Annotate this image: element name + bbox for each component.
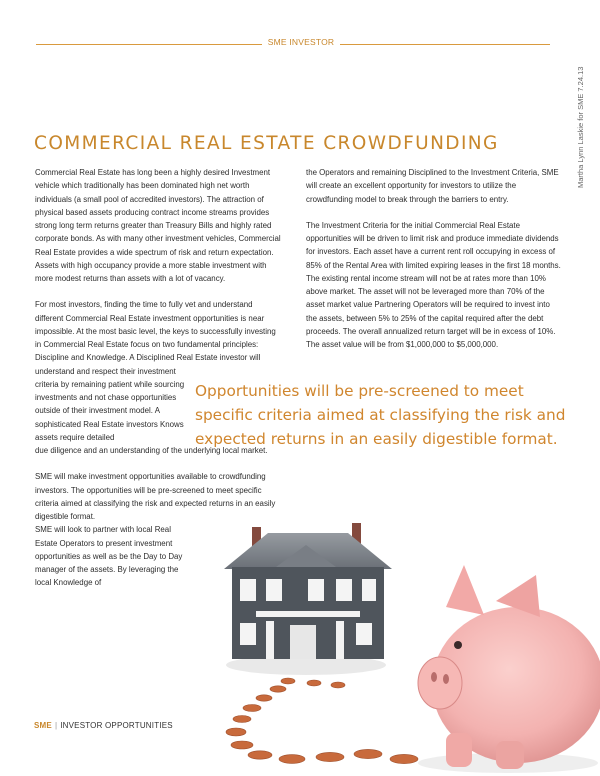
paragraph: The Investment Criteria for the initial Commercial Real Estate opportunities will be driven to limit risk and produce immediate dividends for investors. Each asset have a current rent roll occupying in excess of 85% of the Rental Area with limited expiring leases in the first 18 months. The existing rental income stream will not be at rates more than 10% above market. The asset will not be leveraged more than 70% of the asset market value Partnering Operators will be required to invest into the assets, between 5% to 25% of the capital required after the debt proceeds. The overall annualized return target will be in excess of 10%. The asset value will be from $1,000,000 to $5,000,000. <box>306 220 561 349</box>
paragraph: For most investors, finding the time to fully vet and understand different Commercial Real Estate investment opportunities is near impossible. At the most basic level, the keys to successfully investing in Commercial Real Estate focus on two fundamental principles: Discipline and Knowledge. A Disciplined Real Estate investor will <box>35 300 276 363</box>
article-headline: COMMERCIAL REAL ESTATE CROWDFUNDING <box>34 133 499 154</box>
footer-separator: | <box>54 721 58 730</box>
house-illustration <box>224 523 392 675</box>
side-credit-text: Martha Lynn Laskie for SME 7.24.13 <box>576 66 585 188</box>
page-footer <box>34 721 173 730</box>
paragraph: the Operators and remaining Disciplined to the Investment Criteria, SME will create an excellent opportunity for investors to utilize the crowdfunding model to break through the barriers to entry. <box>306 168 559 204</box>
header-rule-right <box>340 44 550 45</box>
column-right <box>306 166 561 364</box>
illustration <box>196 505 600 776</box>
piggy-bank-illustration <box>418 565 600 773</box>
paragraph-wrap: understand and respect their investment criteria by remaining patient while sourcing investments and not chase opportunities outside of their investment model. A sophisticated Real Estate investors Knows assets require detailed <box>35 366 185 442</box>
pull-quote: Opportunities will be pre-screened to meet specific criteria aimed at classifying the risk and expected returns in an easily digestible format. <box>195 382 566 448</box>
header-rule-left <box>36 44 262 45</box>
paragraph-tail: due diligence and an understanding of the underlying local market. <box>35 446 268 455</box>
side-credit <box>566 38 585 188</box>
paragraph: SME will make investment opportunities available to crowdfunding investors. The opportunities will be pre-screened to meet specific criteria aimed at classifying the risk and expected returns in an easily digestible format. <box>35 472 276 521</box>
header-title: SME INVESTOR <box>267 37 335 47</box>
footer-section: INVESTOR OPPORTUNITIES <box>60 721 173 730</box>
paragraph: SME will look to partner with local Real Estate Operators to present investment opportunities as well as be the Day to Day manager of the assets. By leveraging the local Knowledge of <box>35 525 183 588</box>
paragraph: Commercial Real Estate has long been a highly desired Investment vehicle which traditionally has been dominated high net worth individuals (a small pool of accredited investors). The attraction of physical based assets producing contract income streams provides strong long term returns greater than Treasury Bills and highly rated corporate bonds. As with many other investment vehicles, Commercial Real Estate provides a wide spectrum of risk and return expectation. Assets with high occupancy provide a more stable investment with more modest returns than assets with a lot of vacancy. <box>35 168 281 283</box>
footer-brand: SME <box>34 721 52 730</box>
